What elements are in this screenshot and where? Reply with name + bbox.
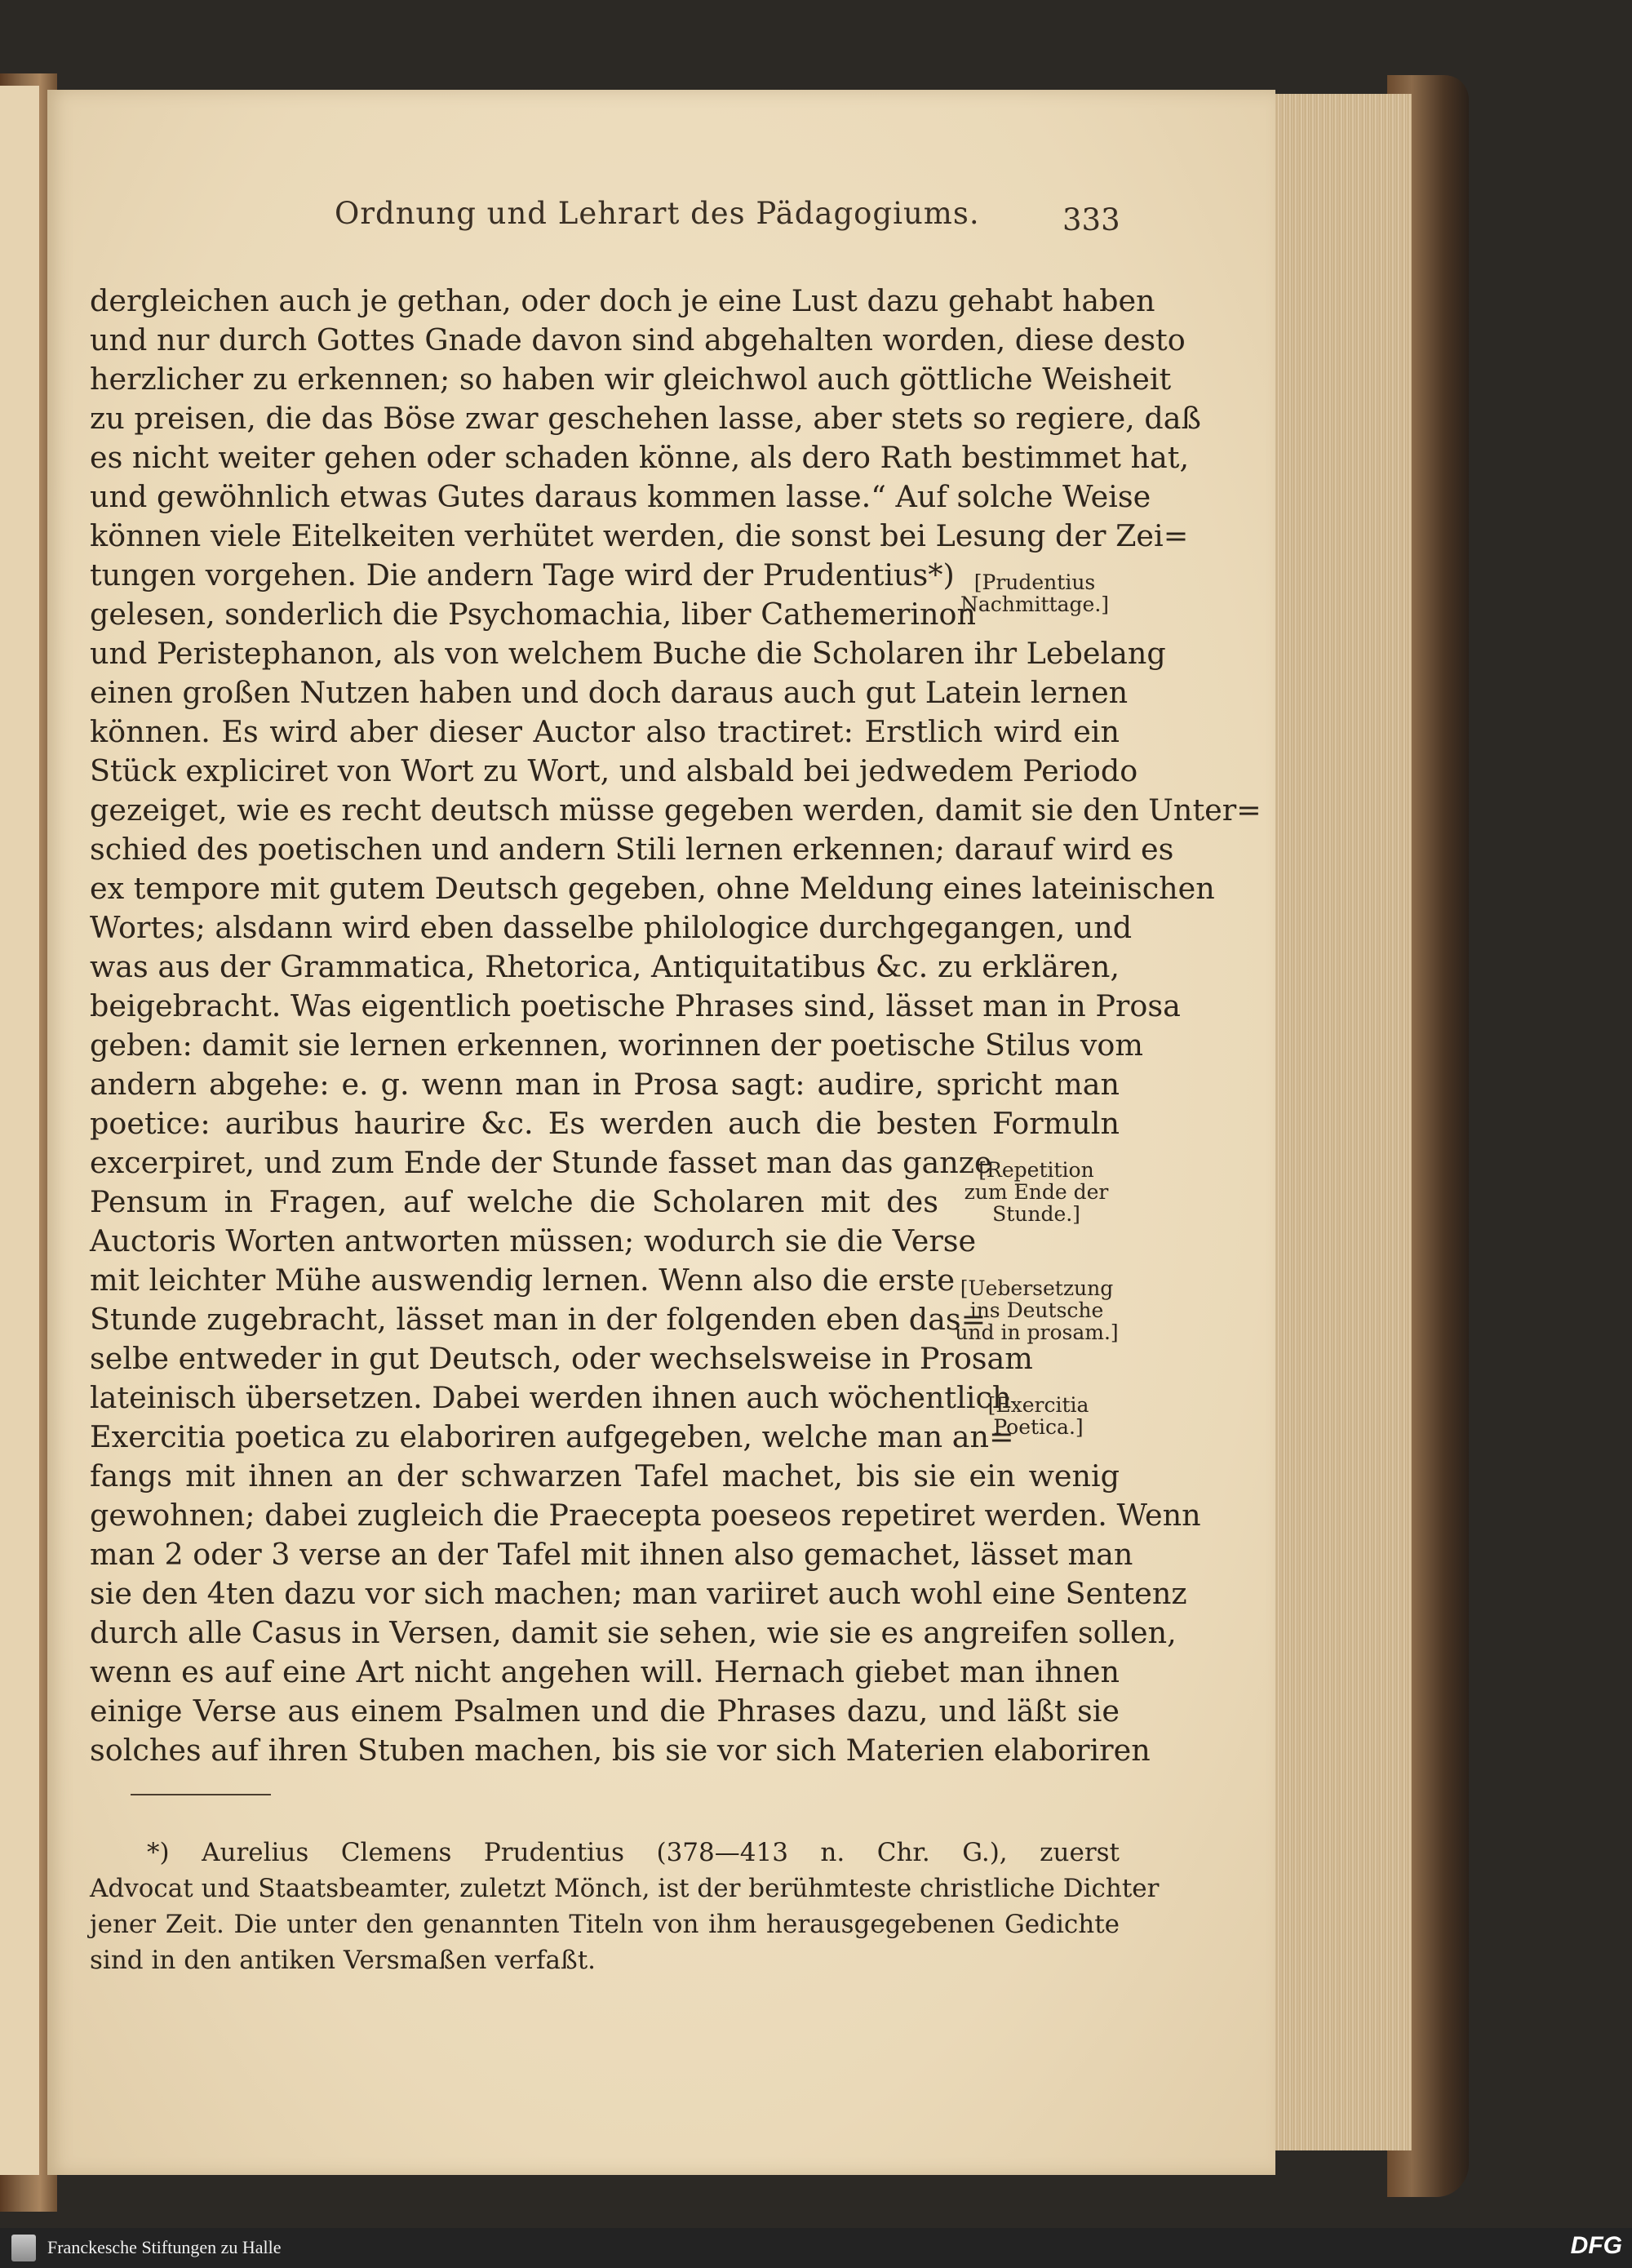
text-line: solches auf ihren Stuben machen, bis sie vor sich Materien elaboriren	[90, 1733, 1151, 1768]
text-line: geben: damit sie lernen erkennen, worinnen der poetische Stilus vom	[90, 1027, 1143, 1063]
margin-note-uebersetzung	[949, 1277, 1124, 1343]
text-line: schied des poetischen und andern Stili lernen erkennen; darauf wird es	[90, 832, 1174, 867]
text-line: Stück expliciret von Wort zu Wort, und alsbald bei jedwedem Periodo	[90, 753, 1138, 788]
page-edges	[1269, 94, 1412, 2150]
margin-note-line: ins Deutsche	[969, 1298, 1104, 1322]
text-line: sie den 4ten dazu vor sich machen; man variiret auch wohl eine Sentenz	[90, 1576, 1187, 1611]
footnote-line: *) Aurelius Clemens Prudentius (378—413 n. Chr. G.), zuerst	[147, 1838, 1120, 1867]
margin-note-line: zum Ende der	[964, 1180, 1109, 1204]
margin-note-line: Stunde.]	[992, 1202, 1080, 1226]
text-line: gewohnen; dabei zugleich die Praecepta poeseos repetiret werden. Wenn	[90, 1498, 1201, 1533]
text-line: können viele Eitelkeiten verhütet werden, die sonst bei Lesung der Zei=	[90, 518, 1189, 553]
footnote-line: jener Zeit. Die unter den genannten Titeln von ihm herausgegebenen Gedichte	[90, 1910, 1120, 1939]
dfg-logo: DFG	[1570, 2232, 1622, 2259]
text-line: herzlicher zu erkennen; so haben wir gleichwol auch göttliche Weisheit	[90, 362, 1172, 397]
text-line: Pensum in Fragen, auf welche die Scholaren mit des	[90, 1184, 938, 1219]
text-line: lateinisch übersetzen. Dabei werden ihnen auch wöchentlich	[90, 1380, 1012, 1415]
text-line: beigebracht. Was eigentlich poetische Phrases sind, lässet man in Prosa	[90, 988, 1181, 1023]
text-line: durch alle Casus in Versen, damit sie sehen, wie sie es angreifen sollen,	[90, 1615, 1177, 1650]
text-line: man 2 oder 3 verse an der Tafel mit ihnen also gemachet, lässet man	[90, 1537, 1133, 1572]
text-line: excerpiret, und zum Ende der Stunde fasset man das ganze	[90, 1145, 992, 1180]
margin-note-line: [Prudentius	[973, 570, 1096, 594]
margin-note-line: [Uebersetzung	[960, 1276, 1114, 1300]
text-line: und nur durch Gottes Gnade davon sind abgehalten worden, diese desto	[90, 322, 1186, 357]
text-line: und Peristephanon, als von welchem Buche die Scholaren ihr Lebelang	[90, 636, 1166, 671]
text-line: tungen vorgehen. Die andern Tage wird der Prudentius*)	[90, 557, 955, 593]
footnote-line: Advocat und Staatsbeamter, zuletzt Mönch, ist der berühmteste christliche Dichter	[90, 1874, 1160, 1903]
institution-name: Franckesche Stiftungen zu Halle	[47, 2237, 282, 2257]
text-line: Wortes; alsdann wird eben dasselbe philologice durchgegangen, und	[90, 910, 1133, 945]
margin-note-line: [Exercitia	[987, 1393, 1089, 1417]
institution-logo-icon	[11, 2235, 36, 2261]
text-line: was aus der Grammatica, Rhetorica, Antiquitatibus &c. zu erklären,	[90, 949, 1120, 984]
text-line: gelesen, sonderlich die Psychomachia, liber Cathemerinon	[90, 597, 977, 632]
text-line: fangs mit ihnen an der schwarzen Tafel machet, bis sie ein wenig	[90, 1458, 1120, 1494]
footnote-line: sind in den antiken Versmaßen verfaßt.	[90, 1946, 596, 1975]
text-line: einige Verse aus einem Psalmen und die Phrases dazu, und läßt sie	[90, 1693, 1120, 1729]
text-line: Exercitia poetica zu elaboriren aufgegeben, welche man an=	[90, 1419, 1014, 1454]
running-title: Ordnung und Lehrart des Pädagogiums.	[335, 196, 980, 231]
text-line: einen großen Nutzen haben und doch daraus auch gut Latein lernen	[90, 675, 1129, 710]
facing-page-edge	[0, 86, 39, 2175]
text-line: gezeiget, wie es recht deutsch müsse gegeben werden, damit sie den Unter=	[90, 792, 1262, 828]
margin-note-line: und in prosam.]	[955, 1320, 1119, 1344]
text-line: zu preisen, die das Böse zwar geschehen lasse, aber stets so regiere, daß	[90, 401, 1201, 436]
text-line: selbe entweder in gut Deutsch, oder wechselsweise in Prosam	[90, 1341, 1033, 1376]
text-line: ex tempore mit gutem Deutsch gegeben, ohne Meldung eines lateinischen	[90, 871, 1215, 906]
text-line: dergleichen auch je gethan, oder doch je eine Lust dazu gehabt haben	[90, 283, 1155, 318]
text-line: Auctoris Worten antworten müssen; wodurch sie die Verse	[90, 1223, 977, 1258]
margin-note-line: Poetica.]	[993, 1415, 1084, 1439]
text-line: und gewöhnlich etwas Gutes daraus kommen lasse.“ Auf solche Weise	[90, 479, 1151, 514]
text-line: wenn es auf eine Art nicht angehen will. Hernach giebet man ihnen	[90, 1654, 1120, 1689]
margin-note-line: Nachmittage.]	[960, 593, 1110, 616]
page-number: 333	[1062, 202, 1120, 237]
text-line: mit leichter Mühe auswendig lernen. Wenn also die erste	[90, 1263, 956, 1298]
footnote-rule	[131, 1794, 271, 1795]
text-line: Stunde zugebracht, lässet man in der folgenden eben das=	[90, 1302, 987, 1337]
margin-note-exercitia	[963, 1394, 1114, 1438]
text-line: können. Es wird aber dieser Auctor also tractiret: Erstlich wird ein	[90, 714, 1120, 749]
margin-note-prudentius	[953, 571, 1116, 615]
text-line: es nicht weiter gehen oder schaden könne, als dero Rath bestimmet hat,	[90, 440, 1190, 475]
margin-note-repetition	[951, 1159, 1122, 1225]
text-line: poetice: auribus haurire &c. Es werden auch die besten Formuln	[90, 1106, 1120, 1141]
margin-note-line: [Repetition	[978, 1158, 1094, 1182]
text-line: andern abgehe: e. g. wenn man in Prosa sagt: audire, spricht man	[90, 1067, 1120, 1102]
